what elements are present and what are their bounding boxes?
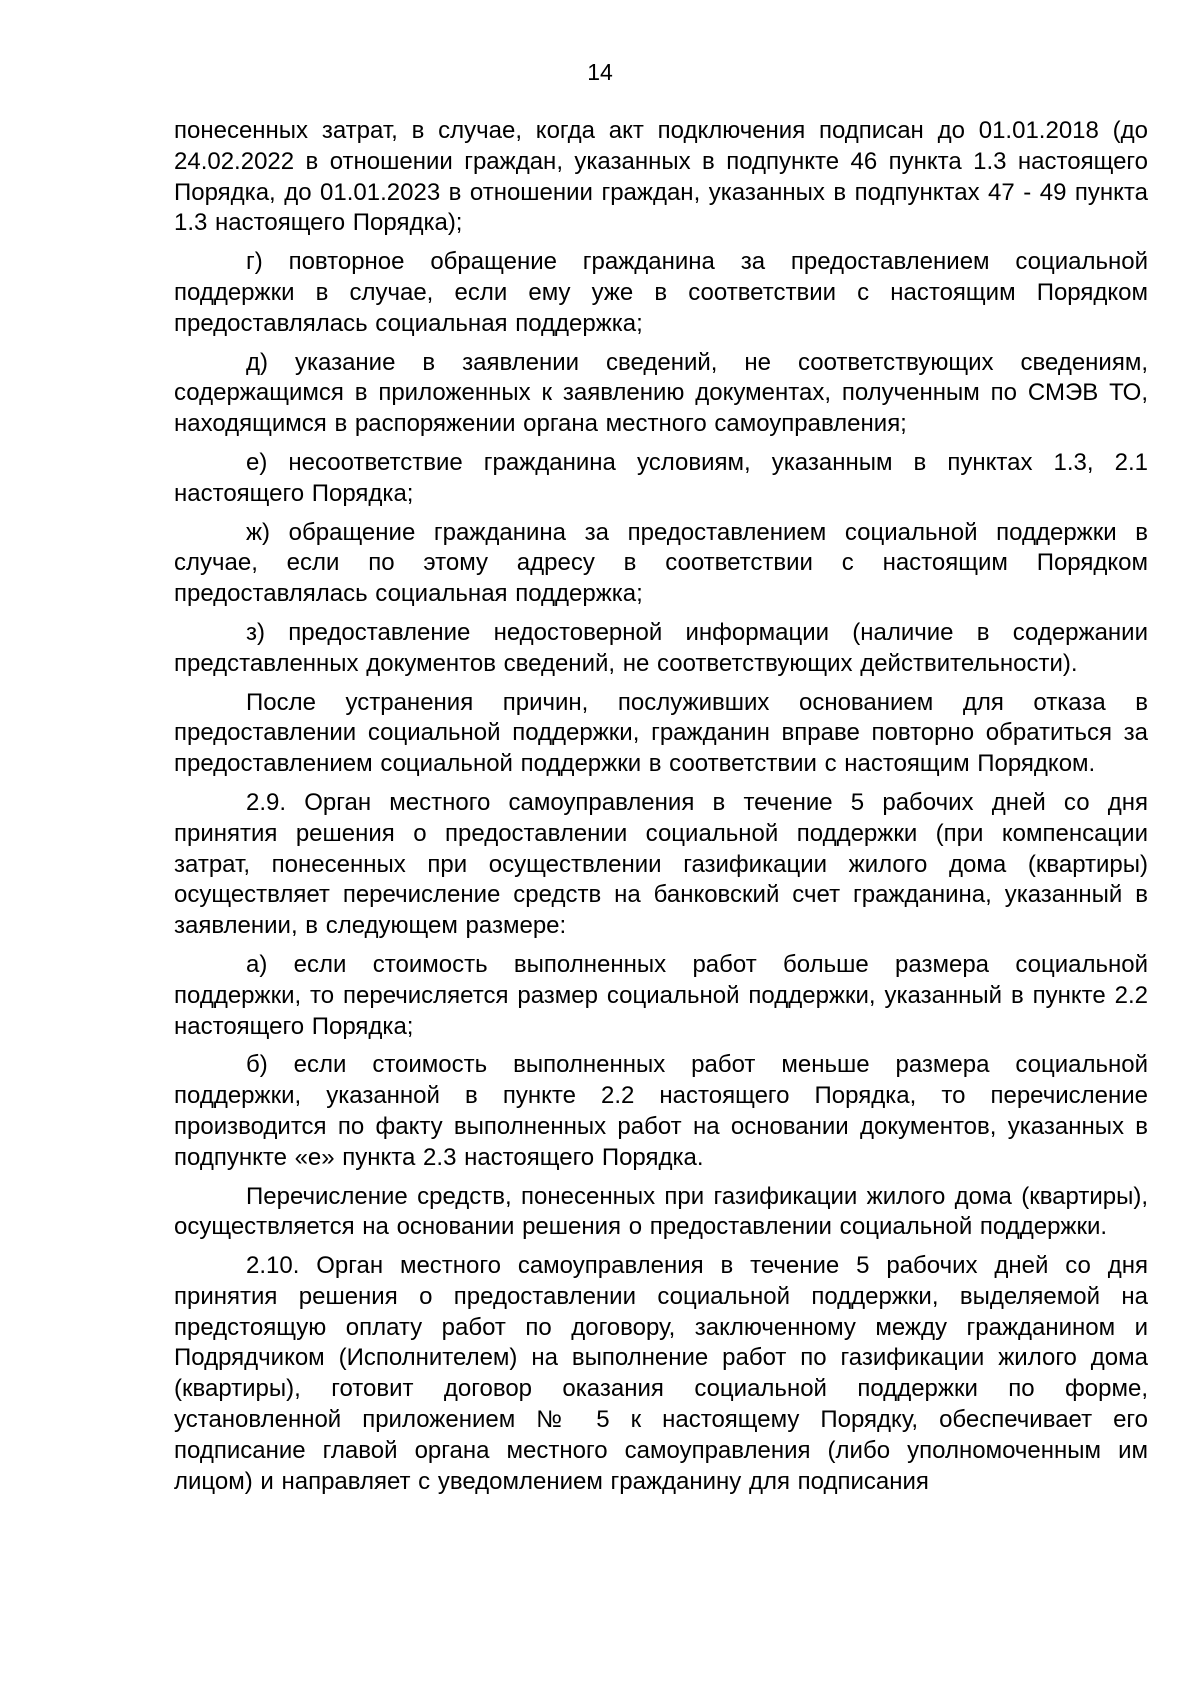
paragraph-transfer-of-funds: Перечисление средств, понесенных при газификации жилого дома (квартиры), осуществляется на основании решения о предоставлении социальной поддержки. <box>174 1182 1148 1241</box>
paragraph-section-2-10: 2.10. Орган местного самоуправления в течение 5 рабочих дней со дня принятия решения о предоставлении социальной поддержки, выделяемой на предстоящую оплату работ по договору, заключенному между гражданином и Подрядчиком (Исполнителем) на выполнение работ по газификации жилого дома (квартиры), готовит договор оказания социальной поддержки по форме, установленной приложением № 5 к настоящему Порядку, обеспечивает его подписание главой органа местного самоуправления (либо уполномоченным им лицом) и направляет с уведомлением гражданину для подписания <box>174 1252 1148 1495</box>
paragraph-item-a: а) если стоимость выполненных работ больше размера социальной поддержки, то перечисляется размер социальной поддержки, указанный в пункте 2.2 настоящего Порядка; <box>174 950 1148 1040</box>
paragraph-after-elimination: После устранения причин, послуживших основанием для отказа в предоставлении социальной поддержки, гражданин вправе повторно обратиться за предоставлением социальной поддержки в соответствии с настоящим Порядком. <box>174 688 1148 778</box>
paragraph-section-2-9: 2.9. Орган местного самоуправления в течение 5 рабочих дней со дня принятия решения о предоставлении социальной поддержки (при компенсации затрат, понесенных при осуществлении газификации жилого дома (квартиры) осуществляет перечисление средств на банковский счет гражданина, указанный в заявлении, в следующем размере: <box>174 788 1148 940</box>
paragraph-item-z: з) предоставление недостоверной информации (наличие в содержании представленных документов сведений, не соответствующих действительности). <box>174 618 1148 677</box>
paragraph-item-b: б) если стоимость выполненных работ меньше размера социальной поддержки, указанной в пункте 2.2 настоящего Порядка, то перечисление производится по факту выполненных работ на основании документов, указанных в подпункте «е» пункта 2.3 настоящего Порядка. <box>174 1051 1148 1171</box>
document-body <box>174 116 1148 1505</box>
paragraph-item-e: е) несоответствие гражданина условиям, указанным в пунктах 1.3, 2.1 настоящего Порядка; <box>174 448 1148 507</box>
paragraph-item-zh: ж) обращение гражданина за предоставлением социальной поддержки в случае, если по этому адресу в соответствии с настоящим Порядком предоставлялась социальная поддержка; <box>174 518 1148 608</box>
paragraph-item-d: д) указание в заявлении сведений, не соответствующих сведениям, содержащимся в приложенных к заявлению документах, полученным по СМЭВ ТО, находящимся в распоряжении органа местного самоуправления; <box>174 348 1148 438</box>
paragraph-item-g: г) повторное обращение гражданина за предоставлением социальной поддержки в случае, если ему уже в соответствии с настоящим Порядком предоставлялась социальная поддержка; <box>174 248 1148 337</box>
page-number: 14 <box>587 59 613 85</box>
paragraph-continuation: понесенных затрат, в случае, когда акт подключения подписан до 01.01.2018 (до 24.02.2022 в отношении граждан, указанных в подпункте 46 пункта 1.3 настоящего Порядка, до 01.01.2023 в отношении граждан, указанных в подпунктах 47 - 49 пункта 1.3 настоящего Порядка); <box>174 117 1148 237</box>
